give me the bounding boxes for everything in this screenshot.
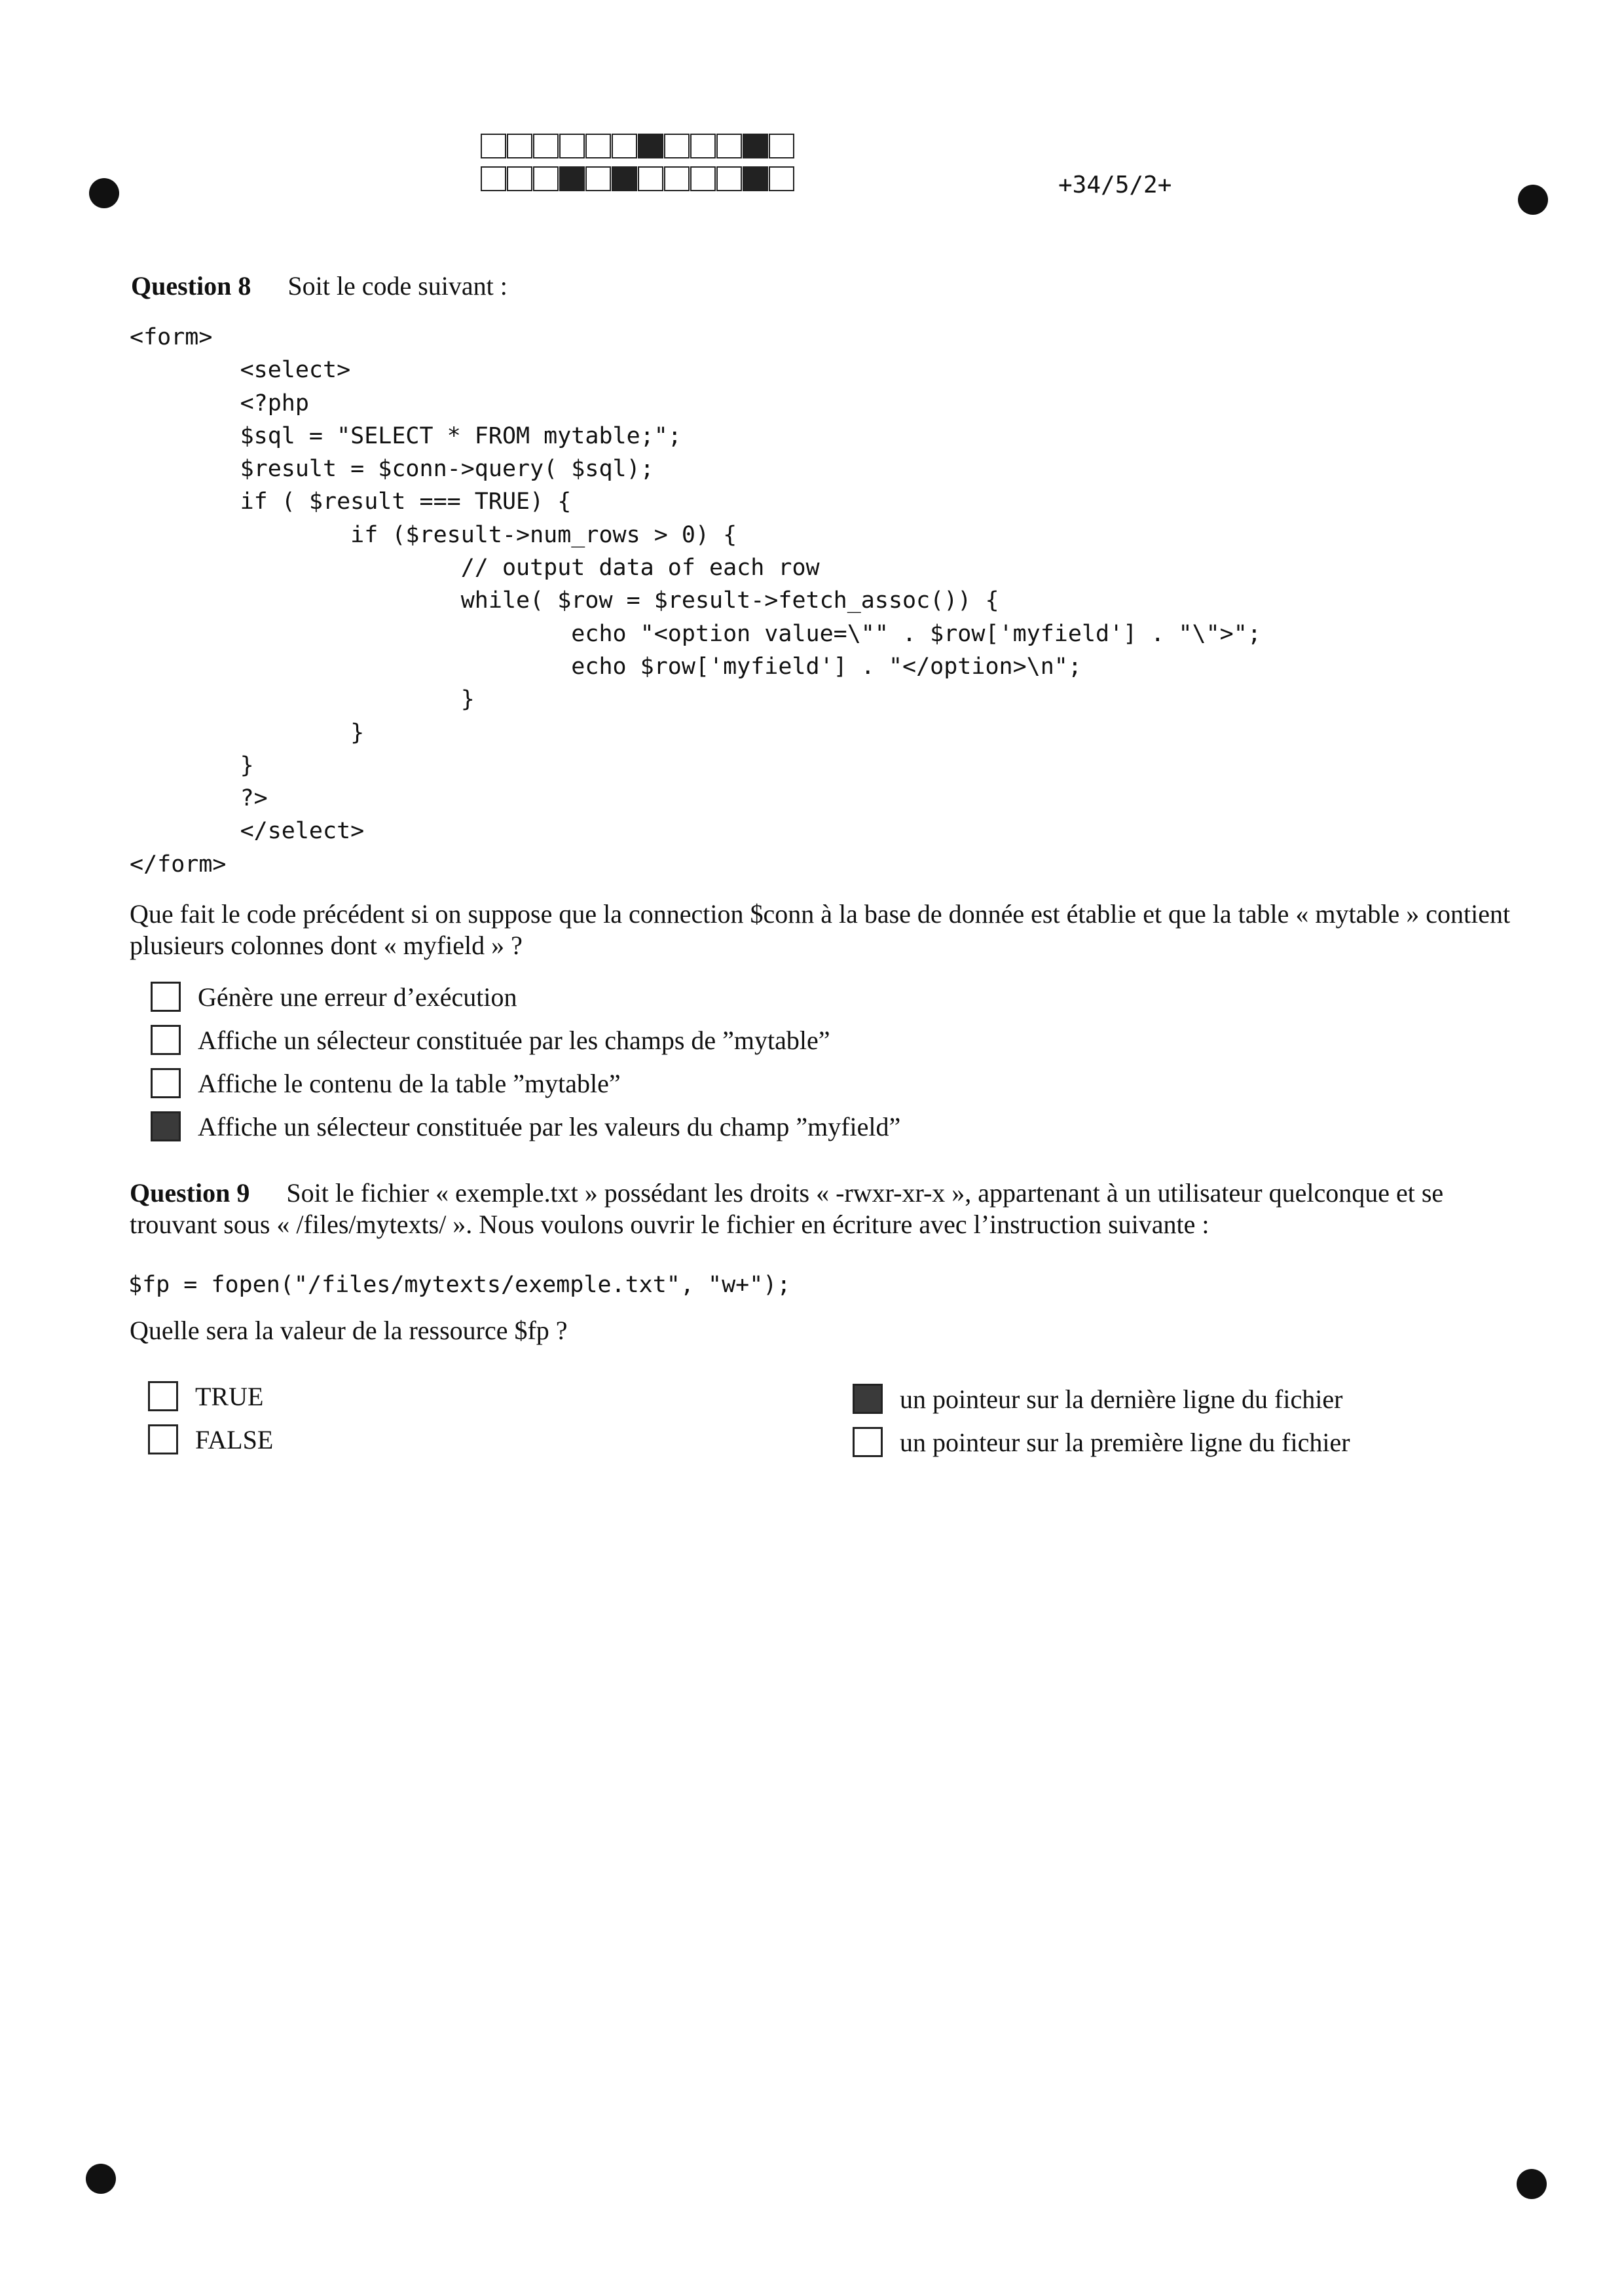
question-8-code: <form> <select> <?php $sql = "SELECT * FROM mytable;"; $result = $conn->query( $sql); if ( $result === TRUE) { if ($result->num_rows > 0) { // output data of each row while( $row = $result->fetch_assoc()) { echo "<option value=\"" . $row['myfield'] . "\">"; echo $row['myfield'] . "</option>\n"; } } } ?> </select> </form> bbox=[130, 324, 1261, 878]
q8-option-4[interactable] bbox=[151, 1109, 900, 1143]
q9-option-2-label: FALSE bbox=[195, 1424, 274, 1454]
page-id-label: +34/5/2+ bbox=[1058, 172, 1172, 198]
question-9-text bbox=[130, 1177, 1524, 1240]
barcode-row-2 bbox=[481, 166, 795, 193]
barcode-cell bbox=[612, 166, 637, 191]
barcode-row-1 bbox=[481, 134, 795, 160]
barcode-cell bbox=[690, 134, 716, 158]
question-9-intro: Soit le fichier « exemple.txt » possédant les droits « -rwxr-xr-x », appartenant à un utilisateur quelconque et se trouvant sous « /files/mytexts/ ». Nous voulons ouvrir le fichier en écriture avec l’instruction suivante : bbox=[130, 1178, 1444, 1239]
question-8-label: Question 8 bbox=[131, 271, 251, 301]
barcode-cell bbox=[638, 166, 663, 191]
q8-option-1[interactable] bbox=[151, 980, 517, 1014]
q9-option-1[interactable] bbox=[148, 1379, 263, 1413]
page-id-barcode bbox=[481, 134, 795, 160]
barcode-cell bbox=[481, 134, 506, 158]
page-id-barcode-2 bbox=[481, 166, 795, 193]
barcode-cell bbox=[716, 166, 742, 191]
barcode-cell bbox=[664, 166, 690, 191]
barcode-cell bbox=[507, 134, 532, 158]
barcode-cell bbox=[690, 166, 716, 191]
question-9-code: $fp = fopen("/files/mytexts/exemple.txt", "w+"); bbox=[128, 1272, 791, 1298]
q8-option-4-label: Affiche un sélecteur constituée par les valeurs du champ ”myfield” bbox=[198, 1111, 901, 1141]
barcode-cell bbox=[507, 166, 532, 191]
barcode-cell bbox=[769, 134, 794, 158]
q8-option-2-label: Affiche un sélecteur constituée par les champs de ”mytable” bbox=[198, 1025, 830, 1055]
q9-option-3-label: un pointeur sur la dernière ligne du fichier bbox=[900, 1384, 1343, 1414]
question-8-intro: Soit le code suivant : bbox=[287, 271, 507, 301]
barcode-cell bbox=[559, 134, 585, 158]
q9-option-4-label: un pointeur sur la première ligne du fichier bbox=[900, 1427, 1350, 1457]
q8-option-3[interactable] bbox=[151, 1066, 621, 1100]
q9-option-4-checkbox[interactable] bbox=[853, 1427, 883, 1457]
question-8-text: Que fait le code précédent si on suppose que la connection $conn à la base de donnée est établie et que la table « mytable » contient plusieurs colonnes dont « myfield » ? bbox=[130, 899, 1511, 960]
barcode-cell bbox=[533, 134, 559, 158]
q9-option-2[interactable] bbox=[148, 1422, 273, 1456]
q8-option-1-checkbox[interactable] bbox=[151, 982, 181, 1012]
question-8-heading bbox=[131, 270, 507, 303]
q8-option-4-checkbox[interactable] bbox=[151, 1111, 181, 1141]
q8-option-2[interactable] bbox=[151, 1023, 830, 1057]
registration-dot-top-right bbox=[1518, 185, 1548, 215]
q8-option-1-label: Génère une erreur d’exécution bbox=[198, 982, 517, 1012]
registration-dot-top-left bbox=[89, 178, 119, 208]
q8-option-3-label: Affiche le contenu de la table ”mytable” bbox=[198, 1068, 621, 1098]
barcode-cell bbox=[638, 134, 663, 158]
barcode-cell bbox=[743, 134, 768, 158]
barcode-cell bbox=[664, 134, 690, 158]
q8-option-2-checkbox[interactable] bbox=[151, 1025, 181, 1055]
question-9-question: Quelle sera la valeur de la ressource $fp ? bbox=[130, 1316, 568, 1345]
barcode-cell bbox=[585, 134, 611, 158]
question-9-label: Question 9 bbox=[130, 1178, 250, 1208]
barcode-cell bbox=[559, 166, 585, 191]
barcode-cell bbox=[533, 166, 559, 191]
barcode-cell bbox=[481, 166, 506, 191]
q9-option-3[interactable] bbox=[853, 1382, 1342, 1416]
registration-dot-bottom-right bbox=[1517, 2169, 1547, 2199]
q9-option-1-checkbox[interactable] bbox=[148, 1381, 178, 1411]
q9-option-3-checkbox[interactable] bbox=[853, 1384, 883, 1414]
barcode-cell bbox=[612, 134, 637, 158]
barcode-cell bbox=[743, 166, 768, 191]
q9-option-2-checkbox[interactable] bbox=[148, 1424, 178, 1454]
barcode-cell bbox=[585, 166, 611, 191]
registration-dot-bottom-left bbox=[86, 2164, 116, 2194]
q9-option-4[interactable] bbox=[853, 1425, 1350, 1459]
q8-option-3-checkbox[interactable] bbox=[151, 1068, 181, 1098]
q9-option-1-label: TRUE bbox=[195, 1381, 264, 1411]
barcode-cell bbox=[769, 166, 794, 191]
barcode-cell bbox=[716, 134, 742, 158]
